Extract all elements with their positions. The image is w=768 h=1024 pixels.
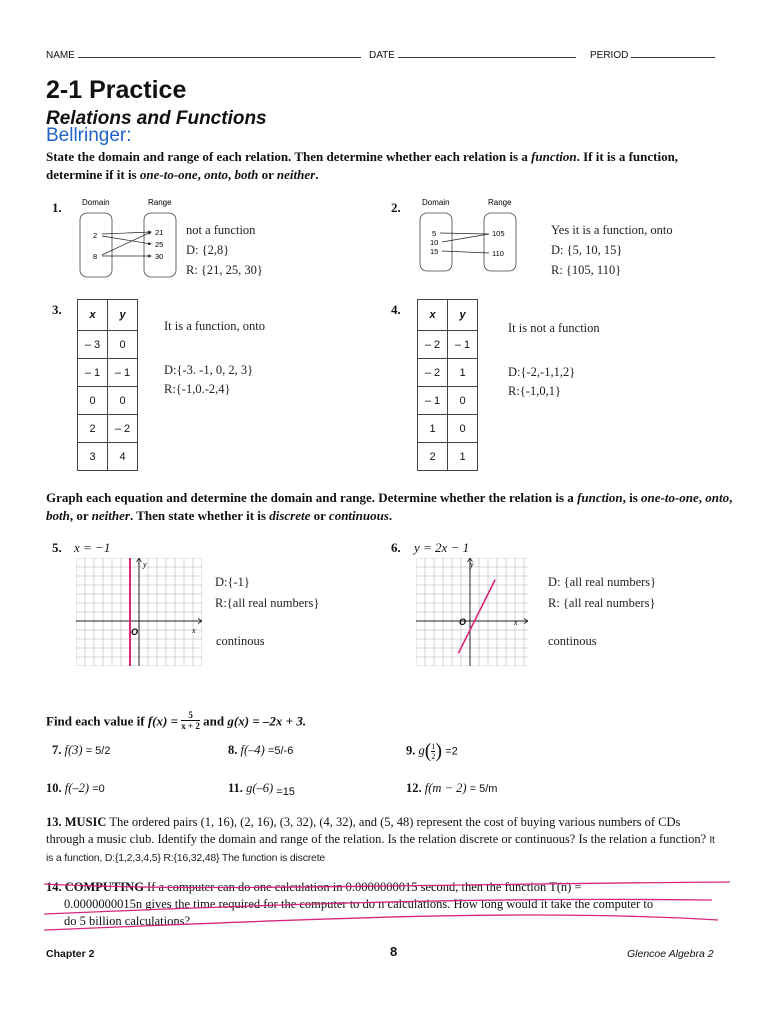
- date-label: DATE: [369, 50, 395, 61]
- problem-4-number: 4.: [391, 302, 401, 317]
- item-8: 8. f(–4) =5/-6: [228, 743, 294, 757]
- period-line[interactable]: [631, 47, 715, 58]
- p2-range-1: 110: [492, 249, 504, 258]
- item-7: 7. f(3) = 5/2: [52, 743, 111, 757]
- problem-3-number: 3.: [52, 302, 62, 317]
- problem-1-mapping: [78, 196, 178, 285]
- p6-axis-x-label: x: [514, 618, 518, 627]
- problem-3-answer-domain-range: D:{-3. -1, 0, 2, 3} R:{-1,0.-2,4}: [164, 363, 254, 396]
- p5-axis-x-label: x: [192, 626, 196, 635]
- problem-5-number: 5.: [52, 540, 62, 555]
- problem-6-continuity: continous: [548, 634, 597, 648]
- problem-5-graph: [76, 558, 202, 666]
- page-title: 2-1 Practice: [46, 76, 187, 104]
- item-12: 12. f(m − 2) = 5/m: [406, 781, 498, 795]
- p1-domain-0: 2: [93, 231, 98, 240]
- problem-14: 14. COMPUTING If a computer can do one calculation in 0.0000000015 second, then the function T(n) = 0.0000000015n gives the time required for the computer to do n calculations. How long would it take the computer to do 5 billion calculations?: [46, 880, 654, 928]
- problem-5-equation: x = −1: [74, 540, 111, 555]
- item-9: 9. g( $\frac{1}{2}$ ) =2: [406, 740, 458, 762]
- problem-1-answer: not a function D: {2,8} R: {21, 25, 30}: [186, 223, 263, 277]
- item-10: 10. f(–2) =0: [46, 781, 105, 795]
- footer-page-number: 8: [390, 944, 398, 959]
- instructions-relations: State the domain and range of each relation. Then determine whether each relation is a function. If it is a function, determine if it is one-to-one, onto, both or neither.: [46, 149, 679, 182]
- p1-range-1: 25: [155, 240, 164, 249]
- footer-book: Glencoe Algebra 2: [627, 948, 714, 960]
- problem-1-number: 1.: [52, 200, 62, 215]
- p6-origin-label: O: [459, 617, 467, 627]
- name-line[interactable]: [78, 47, 361, 58]
- problem-4-answer-domain-range: D:{-2,-1,1,2} R:{-1,0,1}: [508, 365, 576, 398]
- bellringer-label: Bellringer:: [46, 125, 132, 146]
- problem-2-number: 2.: [391, 200, 401, 215]
- p1-domain-1: 8: [93, 252, 98, 261]
- item-7-answer: = 5/2: [85, 745, 111, 757]
- problem-6-number: 6.: [391, 540, 401, 555]
- item-8-answer: =5/-6: [267, 745, 294, 757]
- date-field: [369, 47, 576, 61]
- name-label: NAME: [46, 50, 75, 61]
- p1-range-2: 30: [155, 252, 164, 261]
- problem-6-answer: D: {all real numbers} R: {all real numbers}: [548, 575, 657, 610]
- name-field: [46, 47, 361, 61]
- p5-axis-y-label: y: [143, 560, 147, 569]
- problem-4-answer-function: It is not a function: [508, 321, 600, 335]
- item-12-answer: = 5/m: [469, 783, 498, 795]
- instructions-graphs: Graph each equation and determine the domain and range. Determine whether the relation is a function, is one-to-one, onto, both, or neither. Then state whether it is discrete or continuous.: [46, 490, 733, 523]
- problem-4-table: x y – 2 – 1 – 2 1 – 1 0 1 0 2 1: [417, 299, 478, 471]
- problem-13: 13. MUSIC The ordered pairs (1, 16), (2, 16), (3, 32), (4, 32), and (5, 48) represent the cost of buying various numbers of CDs through a music club. Identify the domain and range of the relation. Is the relation discrete or continuous? Is the relation a function? It is a function, D:{1,2,3,4,5} R:{16,32,48} The function is discrete: [46, 815, 715, 864]
- footer-chapter: Chapter 2: [46, 948, 95, 960]
- period-field: [590, 47, 715, 61]
- p2-domain-1: 10: [430, 238, 439, 247]
- problem-3-answer-function: It is a function, onto: [164, 319, 266, 333]
- problem-3-table: x y – 3 0 – 1 – 1 0 0 2 – 2 3 4: [77, 299, 138, 471]
- period-label: PERIOD: [590, 50, 629, 61]
- p1-range-label: Range: [148, 198, 172, 207]
- problem-6-graph: [416, 558, 528, 666]
- item-11-answer: =15: [276, 786, 295, 798]
- item-10-answer: =0: [92, 783, 105, 795]
- date-line[interactable]: [398, 47, 576, 58]
- p1-domain-label: Domain: [82, 198, 110, 207]
- p2-domain-0: 5: [432, 229, 437, 238]
- problem-2-mapping: [418, 196, 518, 285]
- problem-5-answer: D:{-1} R:{all real numbers}: [215, 575, 320, 610]
- problem-5-continuity: continous: [216, 634, 265, 648]
- item-11: 11. g(–6) =15: [228, 781, 295, 798]
- p2-range-0: 105: [492, 229, 505, 238]
- problem-6-equation: y = 2x − 1: [414, 540, 470, 555]
- p1-range-0: 21: [155, 228, 164, 237]
- find-values-instruction: Find each value if f(x) = $\frac{5}{x + 2}$ and g(x) = –2x + 3.: [46, 710, 307, 731]
- p2-range-label: Range: [488, 198, 512, 207]
- p2-domain-2: 15: [430, 247, 439, 256]
- item-9-answer: =2: [445, 745, 458, 758]
- problem-2-answer: Yes it is a function, onto D: {5, 10, 15} R: {105, 110}: [551, 223, 673, 277]
- p2-domain-label: Domain: [422, 198, 450, 207]
- p6-axis-y-label: y: [470, 560, 474, 569]
- page-subtitle: Relations and Functions: [46, 108, 267, 129]
- problem-13-answer: It is a function, D:{1,2,3,4,5} R:{16,32,48} The function is discrete: [46, 834, 715, 864]
- p5-origin-label: O: [131, 627, 139, 637]
